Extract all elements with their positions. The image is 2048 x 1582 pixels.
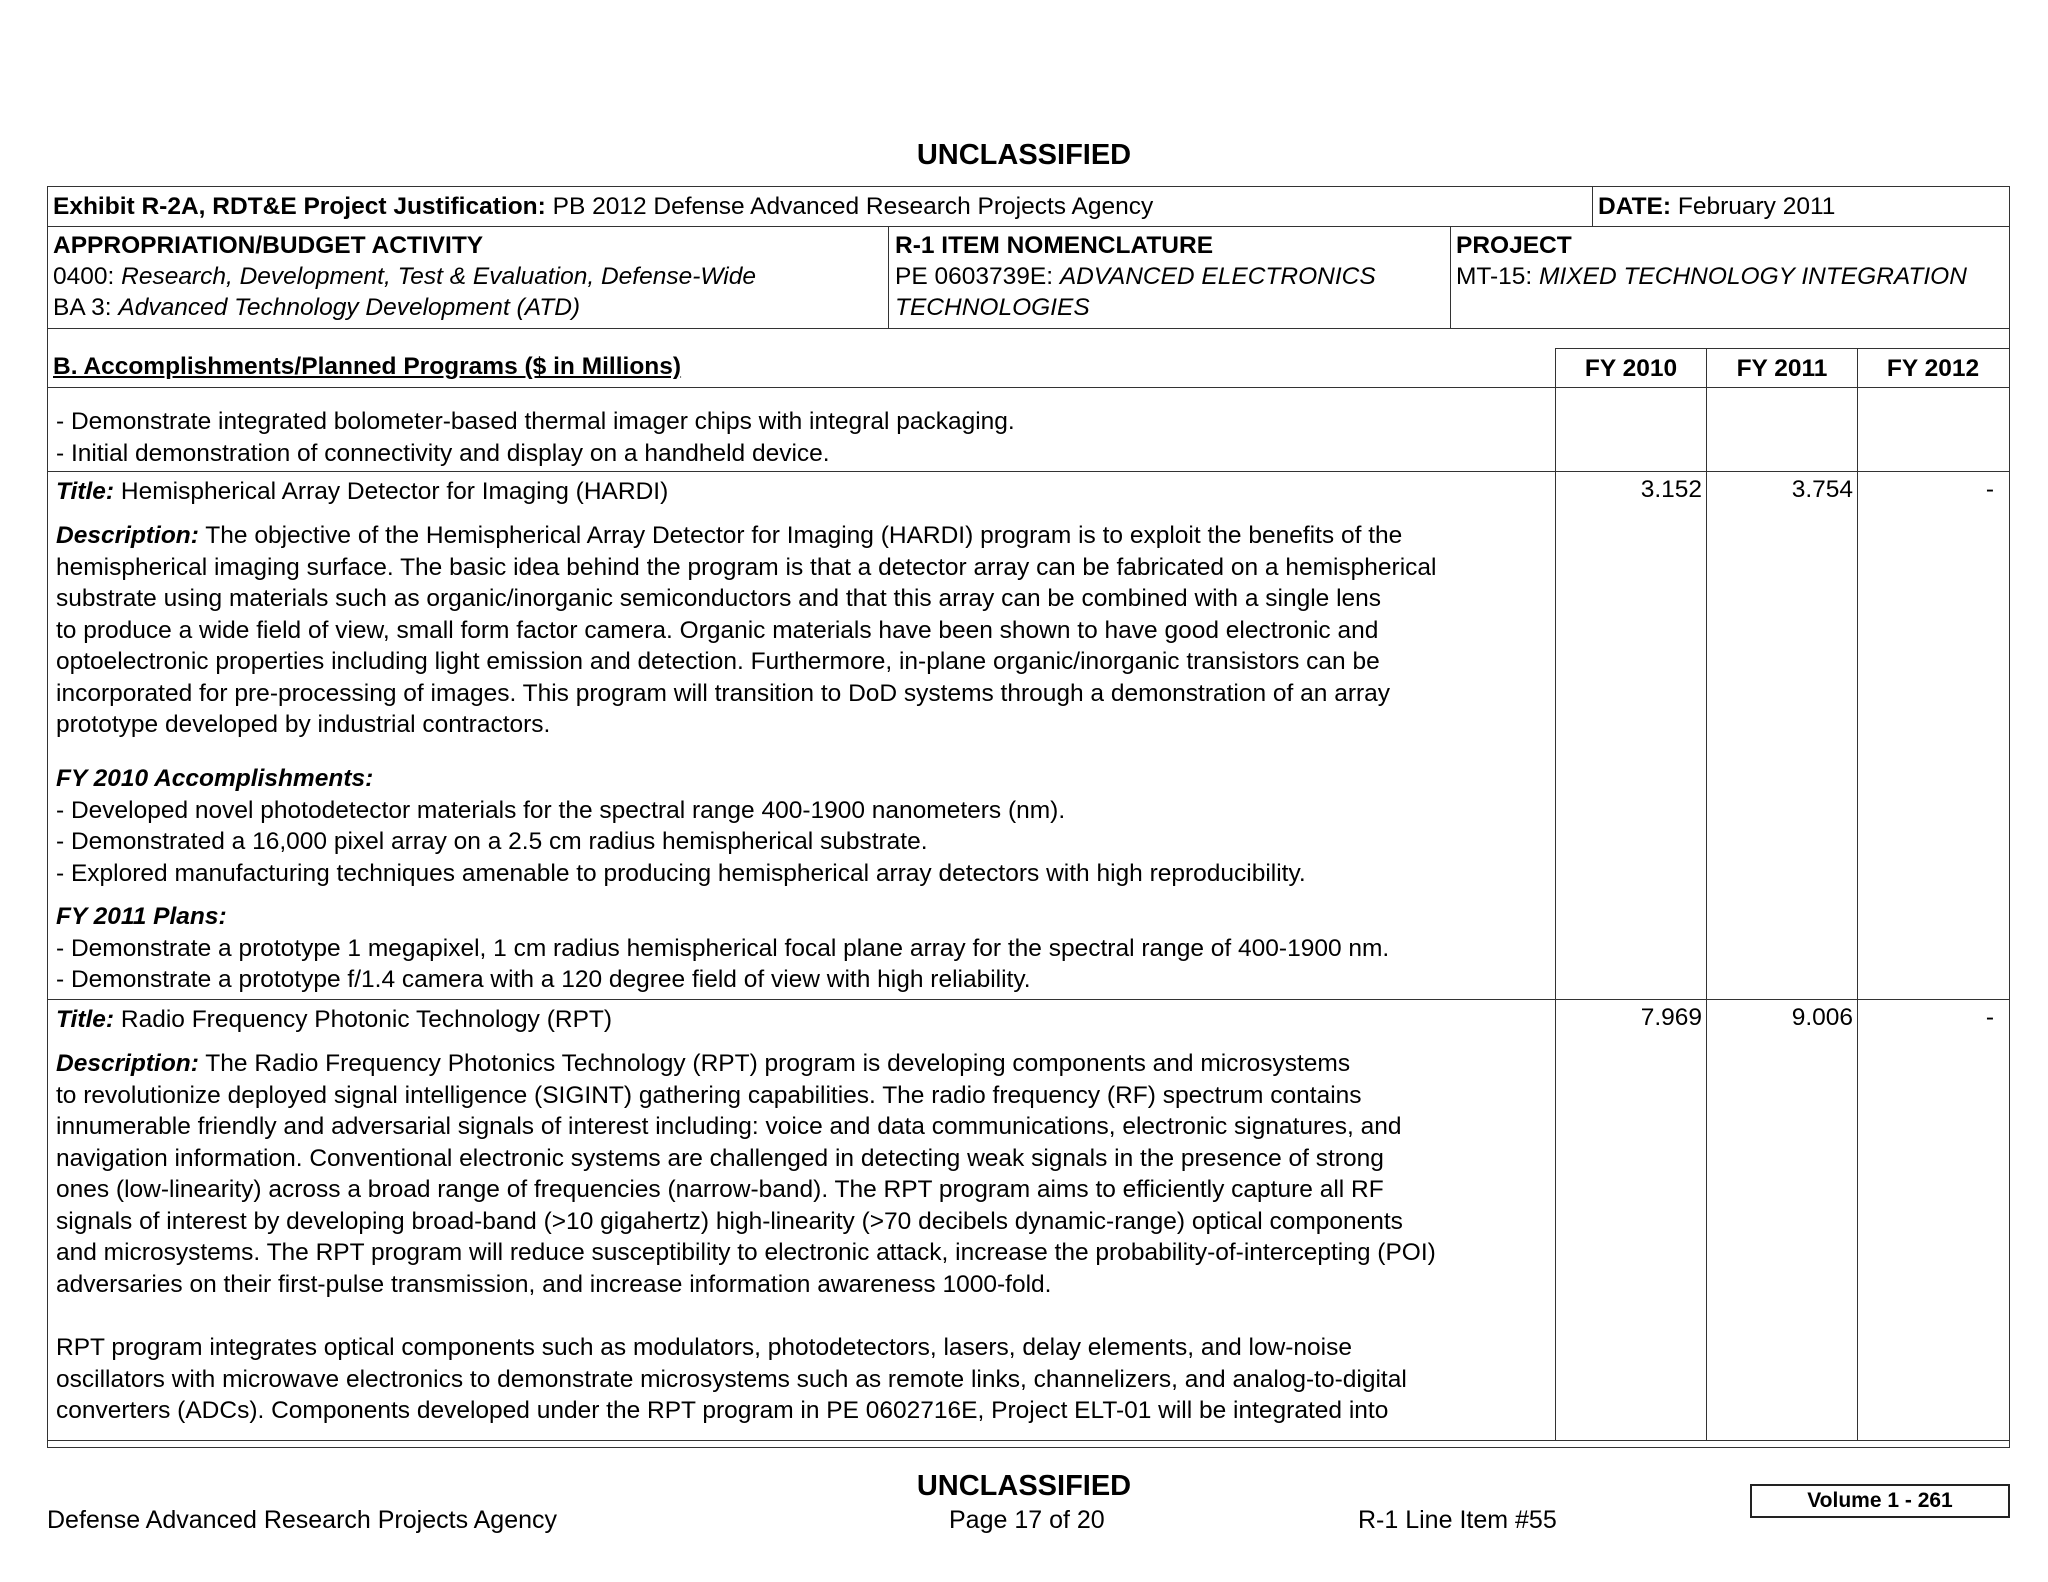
rule-date-sep: [1592, 186, 1593, 226]
program-title-hardi: Title: Hemispherical Array Detector for Imaging (HARDI): [56, 478, 669, 505]
value-hardi-fy2011: 3.754: [1791, 476, 1853, 503]
rule-fy2011-left: [1706, 348, 1707, 1440]
fy-header-2012: FY 2012: [1886, 355, 1980, 382]
rule-header: [47, 226, 2010, 227]
list-item: - Explored manufacturing techniques amenable to producing hemispherical array detectors with high reproducibility.: [56, 859, 1306, 887]
footer-r1-line: R-1 Line Item #55: [1358, 1506, 1557, 1534]
project-line: MT-15: MIXED TECHNOLOGY INTEGRATION: [1456, 263, 1967, 290]
description-rpt: Description: The Radio Frequency Photonics Technology (RPT) program is developing components and microsystems to revolutionize deployed signal intelligence (SIGINT) gathering capabilities. The radio frequency (RF) spectrum contains innumerable friendly and adversarial signals of interest including: voice and data communications, electronic signatures, and navigation information. Conventional electronic systems are challenged in detecting weak signals in the presence of strong ones (low-linearity) across a broad range of frequencies (narrow-band). The RPT program aims to efficiently capture all RF signals of interest by developing broad-band (>10 gigahertz) high-linearity (>70 decibels dynamic-range) optical components and microsystems. The RPT program will reduce susceptibility to electronic attack, increase the probability-of-intercepting (POI) adversaries on their first-pulse transmission, and increase information awareness 1000-fold.: [56, 1050, 1436, 1298]
r1-line2: TECHNOLOGIES: [895, 294, 1090, 321]
description-hardi: Description: The objective of the Hemispherical Array Detector for Imaging (HARDI) program is to exploit the benefits of the hemispherical imaging surface. The basic idea behind the program is that a detector array can be fabricated on a hemispherical substrate using materials such as organic/inorganic semiconductors and that this array can be combined with a single lens to produce a wide field of view, small form factor camera. Organic materials have been shown to have good electronic and optoelectronic properties including light emission and detection. Furthermore, in-plane organic/inorganic transistors can be incorporated for pre-processing of images. This program will transition to DoD systems through a demonstration of an array prototype developed by industrial contractors.: [56, 522, 1437, 738]
appropriation-label: APPROPRIATION/BUDGET ACTIVITY: [53, 232, 484, 259]
list-item: - Developed novel photodetector materials for the spectral range 400-1900 nanometers (nm).: [56, 796, 1066, 824]
r1-line1: PE 0603739E: ADVANCED ELECTRONICS: [895, 263, 1376, 290]
list-item: - Demonstrate a prototype f/1.4 camera with a 120 degree field of view with high reliability.: [56, 966, 1031, 993]
appropriation-line1: 0400: Research, Development, Test & Evaluation, Defense-Wide: [53, 263, 756, 290]
description-label: Description:: [56, 522, 199, 549]
accomplishments-label: FY 2010 Accomplishments:: [56, 765, 374, 792]
list-item: - Initial demonstration of connectivity and display on a handheld device.: [56, 439, 830, 467]
r1-label: R-1 ITEM NOMENCLATURE: [895, 232, 1214, 259]
appropriation-line2: BA 3: Advanced Technology Development (ATD): [53, 294, 581, 321]
rule-fy2010-left: [1555, 348, 1556, 1440]
rule-carryover: [47, 471, 2010, 472]
rule-fy-top: [1555, 348, 2010, 349]
rule-r1-sep: [1450, 226, 1451, 328]
value-hardi-fy2012: -: [1985, 476, 1994, 503]
fy-header-2010: FY 2010: [1584, 355, 1678, 382]
classification-bottom: UNCLASSIFIED: [916, 1470, 1132, 1502]
rpt-continuation: RPT program integrates optical components such as modulators, photodetectors, lasers, delay elements, and low-noise oscillators with microwave electronics to demonstrate microsystems such as remote links, channelizers, and analog-to-digital converters (ADCs). Components developed under the RPT program in PE 0602716E, Project ELT-01 will be integrated into: [56, 1334, 1407, 1424]
classification-top: UNCLASSIFIED: [916, 139, 1132, 171]
rule-ids: [47, 328, 2010, 329]
description-label: Description:: [56, 1050, 199, 1077]
value-rpt-fy2010: 7.969: [1640, 1004, 1702, 1031]
rule-bottom: [47, 1440, 2010, 1441]
rule-program1: [47, 999, 2010, 1000]
value-hardi-fy2010: 3.152: [1640, 476, 1702, 503]
value-rpt-fy2011: 9.006: [1791, 1004, 1853, 1031]
section-title: B. Accomplishments/Planned Programs ($ in Millions): [53, 353, 682, 380]
list-item: - Demonstrated a 16,000 pixel array on a 2.5 cm radius hemispherical substrate.: [56, 828, 928, 855]
rule-section: [47, 387, 2010, 388]
carryover-bullets: [56, 406, 1015, 469]
list-item: - Demonstrate a prototype 1 megapixel, 1 cm radius hemispherical focal plane array for the spectral range of 400-1900 nm.: [56, 934, 1390, 962]
rule-fy2012-left: [1857, 348, 1858, 1440]
list-item: - Demonstrate integrated bolometer-based thermal imager chips with integral packaging.: [56, 408, 1015, 435]
plans-label: FY 2011 Plans:: [56, 903, 227, 930]
rule-approp-sep: [888, 226, 889, 328]
footer-volume-box: Volume 1 - 261: [1750, 1484, 2010, 1518]
fy-header-2011: FY 2011: [1736, 355, 1828, 382]
footer-page-number: Page 17 of 20: [949, 1506, 1105, 1534]
exhibit-title: Exhibit R-2A, RDT&E Project Justification: PB 2012 Defense Advanced Research Projects Agency: [53, 193, 1154, 220]
exhibit-date: DATE: February 2011: [1598, 193, 1836, 220]
value-rpt-fy2012: -: [1985, 1004, 1994, 1031]
footer-agency: Defense Advanced Research Projects Agency: [47, 1506, 558, 1534]
accomplishments-hardi: [56, 763, 1306, 889]
project-label: PROJECT: [1456, 232, 1572, 259]
program-title-rpt: Title: Radio Frequency Photonic Technology (RPT): [56, 1006, 613, 1033]
plans-hardi: [56, 901, 1389, 996]
